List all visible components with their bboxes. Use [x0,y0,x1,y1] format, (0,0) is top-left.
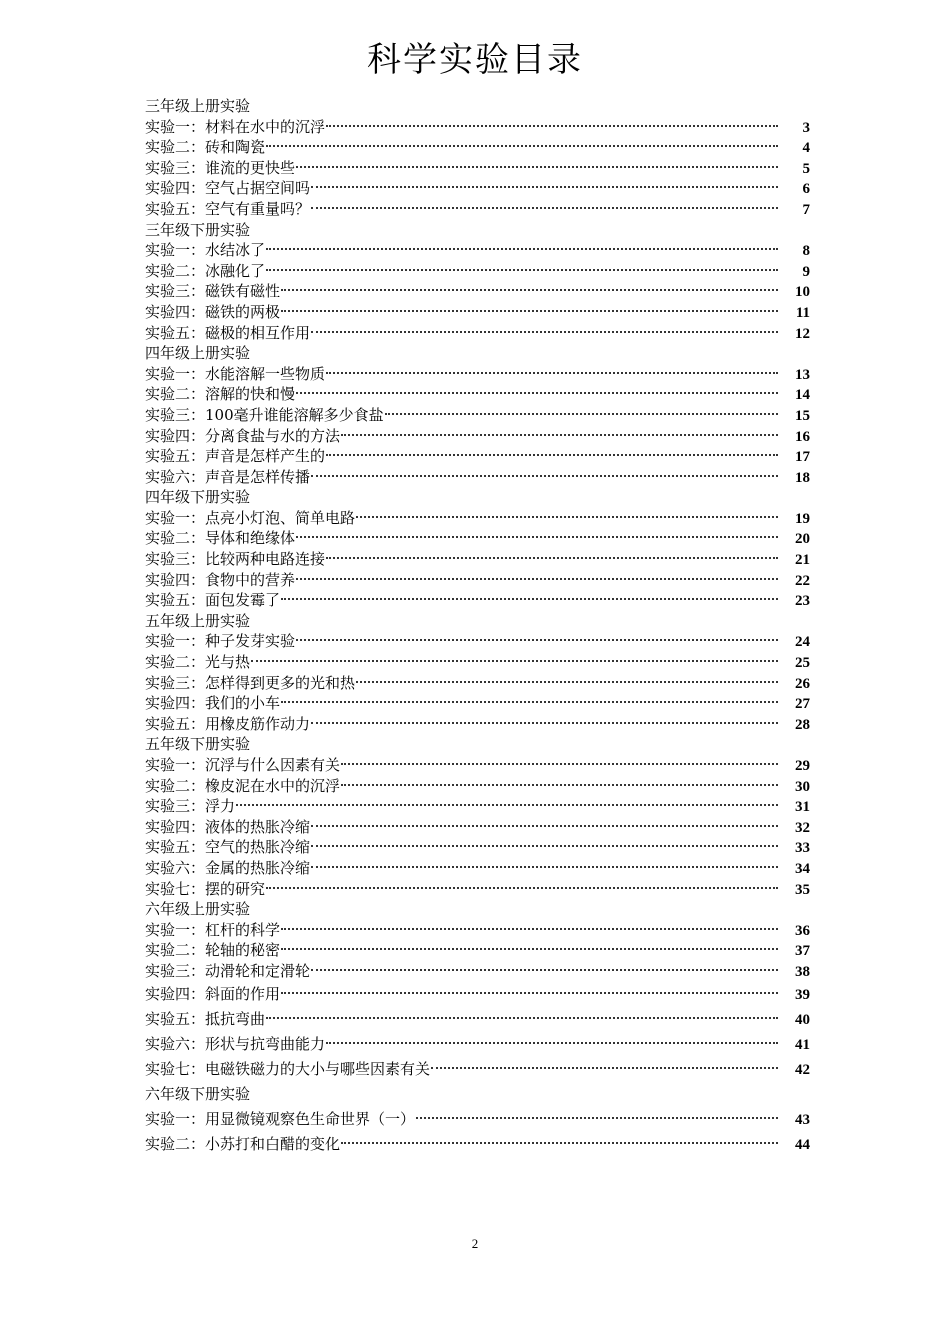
toc-entry-label: 实验三：动滑轮和定滑轮 [145,961,311,980]
dot-leader [311,330,778,333]
toc-entry[interactable] [145,240,810,261]
toc-entry-page: 18 [795,469,810,486]
toc-entry[interactable] [145,982,810,1007]
toc-entry-page: 30 [795,778,810,795]
dot-leader [281,991,778,994]
dot-leader [416,1116,778,1119]
dot-leader [281,700,778,703]
toc-entry[interactable] [145,1107,810,1132]
toc-entry-label: 实验六：声音是怎样传播 [145,467,311,486]
toc-entry[interactable] [145,117,810,138]
dot-leader [311,824,778,827]
table-of-contents [145,96,810,1157]
toc-entry-label: 实验四：液体的热胀冷缩 [145,817,311,836]
toc-entry[interactable] [145,364,810,385]
toc-entry[interactable] [145,302,810,323]
toc-entry[interactable] [145,528,810,549]
toc-entry[interactable] [145,837,810,858]
section-heading: 四年级上册实验 [145,344,251,363]
toc-entry-label: 实验二：冰融化了 [145,261,266,280]
toc-entry-label: 实验二：橡皮泥在水中的沉浮 [145,776,341,795]
dot-leader [326,556,778,559]
toc-entry-page: 12 [795,325,810,342]
toc-entry-page: 29 [795,758,810,774]
dot-leader [341,762,778,765]
toc-entry-label: 实验一：点亮小灯泡、简单电路 [145,508,356,527]
toc-entry[interactable] [145,261,810,282]
toc-entry-label: 实验四：分离食盐与水的方法 [145,426,341,445]
toc-entry-page: 40 [795,1011,810,1028]
toc-entry-label: 实验七：电磁铁磁力的大小与哪些因素有关 [145,1059,431,1078]
toc-entry-page: 20 [795,531,810,548]
dot-leader [326,371,778,374]
toc-entry-page: 19 [795,510,810,527]
toc-entry[interactable] [145,508,810,529]
toc-entry-label: 实验一：种子发芽实验 [145,632,296,651]
page-title: 科学实验目录 [367,40,583,80]
toc-entry-page: 24 [795,634,810,651]
toc-entry-page: 22 [795,572,810,589]
dot-leader [296,391,778,394]
toc-entry-page: 8 [802,243,810,260]
dot-leader [311,474,778,477]
toc-entry-page: 23 [795,593,810,610]
dot-leader [311,721,778,724]
dot-leader [281,947,778,950]
page-number: 2 [471,1236,479,1251]
toc-entry-label: 实验三：比较两种电路连接 [145,550,326,569]
toc-entry[interactable] [145,158,810,179]
dot-leader [296,165,778,168]
toc-entry-page: 16 [795,428,810,445]
dot-leader [311,844,778,847]
toc-entry[interactable] [145,570,810,591]
toc-entry-page: 6 [802,181,810,198]
toc-entry-label: 实验一：水能溶解一些物质 [145,364,326,383]
toc-entry-label: 实验四：磁铁的两极 [145,302,281,321]
toc-entry[interactable] [145,1032,810,1057]
dot-leader [341,1141,778,1144]
toc-entry-page: 17 [795,449,810,466]
toc-entry[interactable] [145,137,810,158]
toc-entry[interactable] [145,817,810,838]
dot-leader [431,1066,778,1069]
toc-entry-label: 实验二：小苏打和白醋的变化 [145,1134,341,1153]
toc-entry-label: 实验五：面包发霉了 [145,591,281,610]
toc-entry-label: 实验五：用橡皮筋作动力 [145,714,311,733]
toc-entry-page: 10 [795,284,810,301]
toc-entry-label: 实验二：轮轴的秘密 [145,941,281,960]
toc-entry[interactable] [145,281,810,302]
toc-entry-page: 25 [795,655,810,672]
toc-entry[interactable] [145,776,810,797]
toc-entry-page: 15 [795,407,810,424]
toc-entry[interactable] [145,590,810,611]
toc-entry-label: 实验四：斜面的作用 [145,984,281,1003]
toc-entry-page: 38 [795,963,810,980]
toc-entry-page: 37 [795,943,810,960]
dot-leader [266,886,778,889]
section-heading: 六年级上册实验 [145,900,251,919]
dot-leader [326,124,778,127]
toc-entry-label: 实验四：我们的小车 [145,694,281,713]
toc-entry-page: 4 [802,140,810,157]
toc-entry[interactable] [145,446,810,467]
toc-entry-label: 实验三：谁流的更快些 [145,158,296,177]
toc-entry-label: 实验四：食物中的营养 [145,570,296,589]
dot-leader [326,1041,778,1044]
section-heading: 三年级上册实验 [145,97,251,115]
dot-leader [266,144,778,147]
toc-entry-page: 14 [795,387,810,404]
toc-entry-page: 31 [795,799,810,816]
toc-entry-label: 实验四：空气占据空间吗 [145,179,311,198]
dot-leader [281,927,778,930]
toc-entry-label: 实验五：声音是怎样产生的 [145,447,326,466]
toc-entry[interactable] [145,693,810,714]
toc-entry-page: 42 [795,1061,810,1078]
toc-entry[interactable] [145,879,810,900]
section-heading: 三年级下册实验 [145,220,251,239]
dot-leader [296,577,778,580]
dot-leader [281,288,778,291]
toc-entry-page: 41 [795,1036,810,1053]
toc-entry-page: 11 [795,304,810,321]
toc-entry-label: 实验七：摆的研究 [145,879,266,898]
section-heading: 四年级下册实验 [145,488,251,507]
dot-leader [281,597,778,600]
toc-entry-label: 实验一：杠杆的科学 [145,920,281,939]
toc-entry-label: 实验三：浮力 [145,797,236,816]
toc-entry[interactable] [145,199,810,220]
toc-entry-page: 36 [795,922,810,939]
dot-leader [251,659,778,662]
dot-leader [341,783,778,786]
toc-entry-page: 9 [802,263,810,280]
toc-entry[interactable] [145,796,810,817]
toc-entry-label: 实验五：空气有重量吗？ [145,199,311,218]
toc-entry-page: 27 [795,696,810,713]
toc-entry-label: 实验五：空气的热胀冷缩 [145,838,311,857]
toc-entry[interactable] [145,961,810,982]
toc-entry-label: 实验三：怎样得到更多的光和热 [145,673,356,692]
toc-entry-page: 39 [795,986,810,1003]
toc-entry[interactable] [145,755,810,776]
dot-leader [341,433,778,436]
toc-entry-page: 13 [795,366,810,383]
dot-leader [385,412,778,415]
toc-entry-label: 实验二：砖和陶瓷 [145,138,266,157]
toc-entry-page: 35 [795,881,810,898]
toc-entry-label: 实验六：形状与抗弯曲能力 [145,1034,326,1053]
toc-entry-page: 28 [795,716,810,733]
toc-entry-label: 实验一：沉浮与什么因素有关 [145,756,341,774]
toc-entry-label: 实验三：100毫升谁能溶解多少食盐 [145,405,384,424]
dot-leader [266,1016,778,1019]
toc-entry[interactable] [145,858,810,879]
dot-leader [266,247,778,250]
toc-entry-page: 43 [795,1111,810,1128]
dot-leader [311,968,778,971]
toc-entry-label: 实验五：磁极的相互作用 [145,323,311,342]
toc-entry[interactable] [145,1007,810,1032]
dot-leader [311,206,778,209]
toc-entry-page: 5 [802,160,810,177]
toc-entry-label: 实验五：抵抗弯曲 [145,1009,266,1028]
dot-leader [281,309,778,312]
toc-entry[interactable] [145,1132,810,1157]
toc-entry-page: 21 [795,552,810,569]
dot-leader [311,185,778,188]
toc-entry-page: 32 [795,819,810,836]
toc-entry[interactable] [145,1057,810,1082]
toc-entry-label: 实验一：材料在水中的沉浮 [145,117,326,136]
section-heading: 五年级下册实验 [145,735,251,754]
toc-entry-label: 实验六：金属的热胀冷缩 [145,858,311,877]
toc-entry[interactable] [145,714,810,735]
toc-entry[interactable] [145,323,810,344]
section-heading: 五年级上册实验 [145,611,251,630]
toc-entry[interactable] [145,549,810,570]
toc-entry[interactable] [145,178,810,199]
dot-leader [311,865,778,868]
dot-leader [266,268,778,271]
toc-entry-label: 实验二：光与热 [145,653,251,672]
toc-entry[interactable] [145,940,810,961]
toc-entry[interactable] [145,652,810,673]
toc-entry-page: 3 [802,119,810,136]
dot-leader [296,535,778,538]
toc-entry[interactable] [145,405,810,426]
toc-entry-label: 实验一：用显微镜观察色生命世界（一） [145,1109,416,1128]
toc-entry-label: 实验一：水结冰了 [145,241,266,260]
toc-entry-label: 实验二：溶解的快和慢 [145,385,296,404]
toc-entry-page: 34 [795,860,810,877]
toc-entry[interactable] [145,467,810,488]
toc-entry-page: 26 [795,675,810,692]
toc-entry[interactable] [145,426,810,447]
toc-entry-label: 实验三：磁铁有磁性 [145,282,281,301]
dot-leader [296,638,778,641]
toc-entry-page: 33 [795,840,810,857]
dot-leader [356,680,778,683]
toc-entry[interactable] [145,920,810,941]
toc-entry[interactable] [145,631,810,652]
toc-entry-page: 7 [802,201,810,218]
dot-leader [326,453,778,456]
dot-leader [236,803,778,806]
toc-entry[interactable] [145,673,810,694]
toc-entry[interactable] [145,384,810,405]
dot-leader [356,515,778,518]
section-heading: 六年级下册实验 [145,1084,251,1103]
toc-entry-page: 44 [795,1136,810,1153]
toc-entry-label: 实验二：导体和绝缘体 [145,529,296,548]
